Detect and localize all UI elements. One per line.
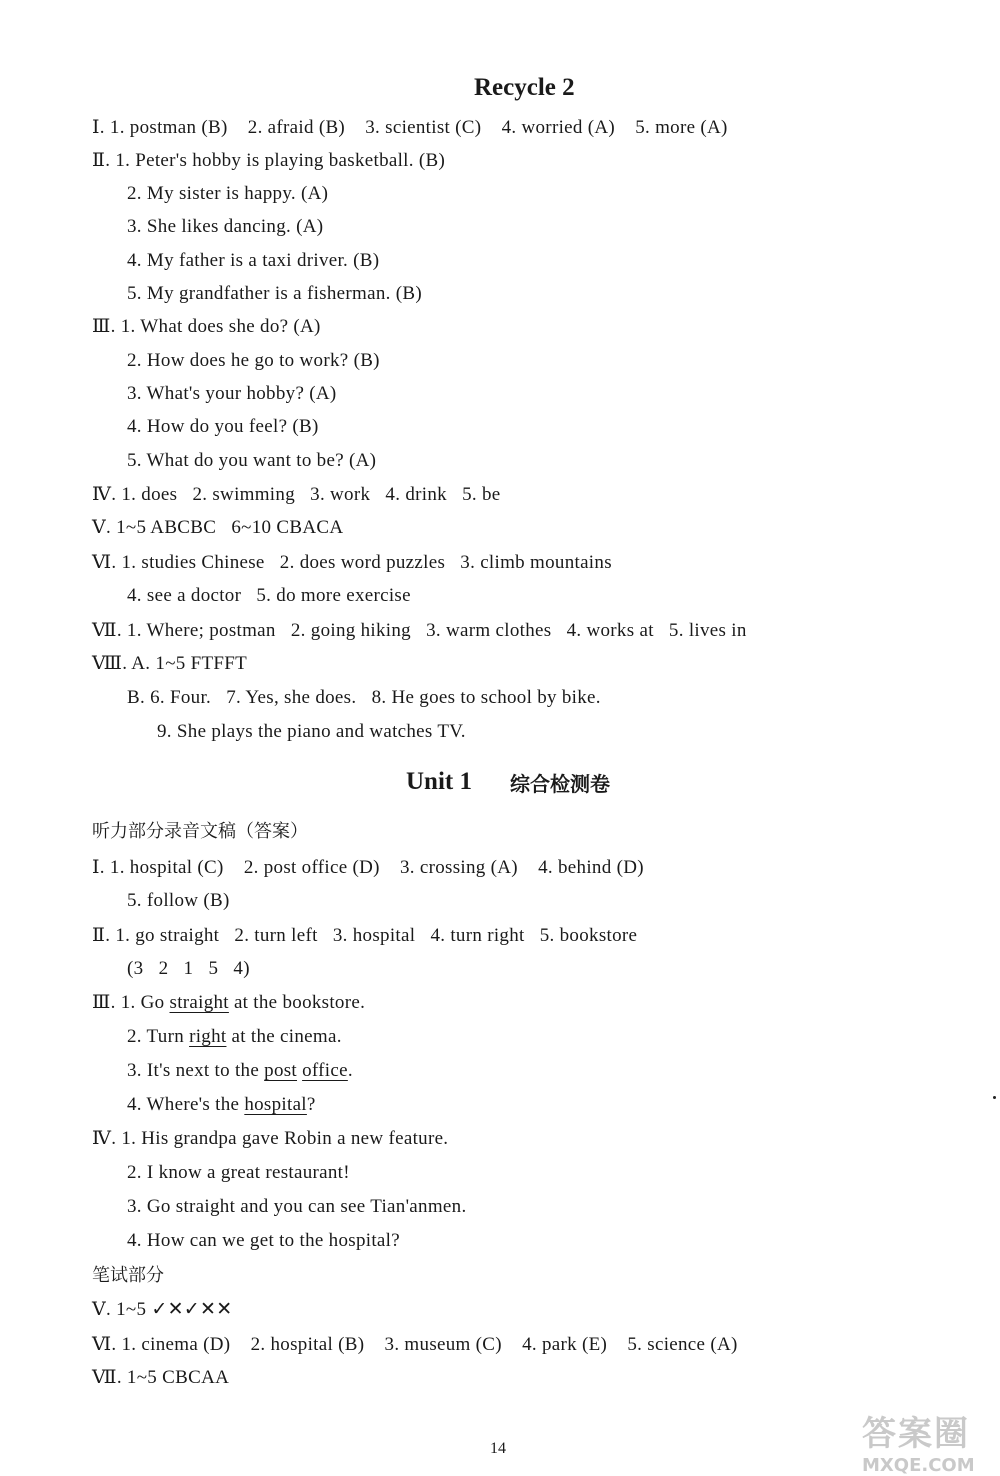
answer-line: Ⅲ. 1. Go straight at the bookstore. bbox=[92, 992, 366, 1013]
answer-line: 4. How do you feel? (B) bbox=[127, 416, 319, 437]
answer-line: Ⅴ. 1~5 ✓✕✓✕✕ bbox=[92, 1299, 233, 1320]
underlined-word: straight bbox=[169, 992, 229, 1013]
answer-line: Ⅰ. 1. hospital (C) 2. post office (D) 3. crossing (A) 4. behind (D) bbox=[92, 857, 644, 878]
section-title-unit1: Unit 1 bbox=[406, 768, 472, 795]
section-subtitle-unit1: 综合检测卷 bbox=[510, 772, 610, 796]
answer-line: 4. How can we get to the hospital? bbox=[127, 1230, 400, 1251]
answer-line: B. 6. Four. 7. Yes, she does. 8. He goes to school by bike. bbox=[127, 687, 601, 708]
answer-line: Ⅳ. 1. does 2. swimming 3. work 4. drink 5. be bbox=[92, 484, 501, 505]
underlined-word: hospital bbox=[244, 1094, 307, 1115]
answer-line: 3. She likes dancing. (A) bbox=[127, 216, 324, 237]
answer-line: Ⅶ. 1~5 CBCAA bbox=[92, 1367, 230, 1388]
answer-line: 4. My father is a taxi driver. (B) bbox=[127, 250, 380, 271]
answer-line: 5. My grandfather is a fisherman. (B) bbox=[127, 283, 422, 304]
answer-line: 4. see a doctor 5. do more exercise bbox=[127, 585, 411, 606]
answer-line: 3. Go straight and you can see Tian'anmen. bbox=[127, 1196, 467, 1217]
page-number: 14 bbox=[490, 1440, 506, 1457]
answer-line: (3 2 1 5 4) bbox=[127, 958, 250, 979]
answer-line: 2. Turn right at the cinema. bbox=[127, 1026, 342, 1047]
answer-line: Ⅴ. 1~5 ABCBC 6~10 CBACA bbox=[92, 517, 344, 538]
answer-line: Ⅲ. 1. What does she do? (A) bbox=[92, 316, 321, 337]
underlined-word: right bbox=[189, 1026, 227, 1047]
answer-line: Ⅵ. 1. studies Chinese 2. does word puzzles 3. climb mountains bbox=[92, 552, 612, 573]
answer-line: Ⅳ. 1. His grandpa gave Robin a new feature. bbox=[92, 1128, 449, 1149]
answer-line: 3. What's your hobby? (A) bbox=[127, 383, 337, 404]
answer-line: 3. It's next to the post office. bbox=[127, 1060, 353, 1081]
answer-line: Ⅰ. 1. postman (B) 2. afraid (B) 3. scientist (C) 4. worried (A) 5. more (A) bbox=[92, 117, 728, 138]
section-title-recycle: Recycle 2 bbox=[474, 74, 575, 101]
answer-line: 2. My sister is happy. (A) bbox=[127, 183, 329, 204]
answer-line: 5. follow (B) bbox=[127, 890, 230, 911]
stray-dot bbox=[993, 1096, 996, 1099]
underlined-word: office bbox=[302, 1060, 348, 1081]
underlined-word: post bbox=[264, 1060, 298, 1081]
answer-line: 9. She plays the piano and watches TV. bbox=[157, 721, 466, 742]
answer-line: Ⅱ. 1. go straight 2. turn left 3. hospital 4. turn right 5. bookstore bbox=[92, 925, 638, 946]
listening-heading: 听力部分录音文稿（答案） bbox=[92, 821, 308, 842]
watermark-logo bbox=[862, 1406, 992, 1476]
answer-line: 4. Where's the hospital? bbox=[127, 1094, 316, 1115]
answer-line: 5. What do you want to be? (A) bbox=[127, 450, 377, 471]
answer-line: Ⅵ. 1. cinema (D) 2. hospital (B) 3. museum (C) 4. park (E) 5. science (A) bbox=[92, 1334, 738, 1355]
answer-line: Ⅶ. 1. Where; postman 2. going hiking 3. warm clothes 4. works at 5. lives in bbox=[92, 620, 747, 641]
answer-line: 2. I know a great restaurant! bbox=[127, 1162, 350, 1183]
answer-line: 2. How does he go to work? (B) bbox=[127, 350, 380, 371]
watermark-url: MXQE.COM bbox=[862, 1455, 975, 1476]
written-heading: 笔试部分 bbox=[92, 1265, 164, 1286]
watermark-text: 答案圈 bbox=[862, 1414, 970, 1454]
answer-line: Ⅷ. A. 1~5 FTFFT bbox=[92, 653, 248, 674]
answer-line: Ⅱ. 1. Peter's hobby is playing basketball. (B) bbox=[92, 150, 446, 171]
